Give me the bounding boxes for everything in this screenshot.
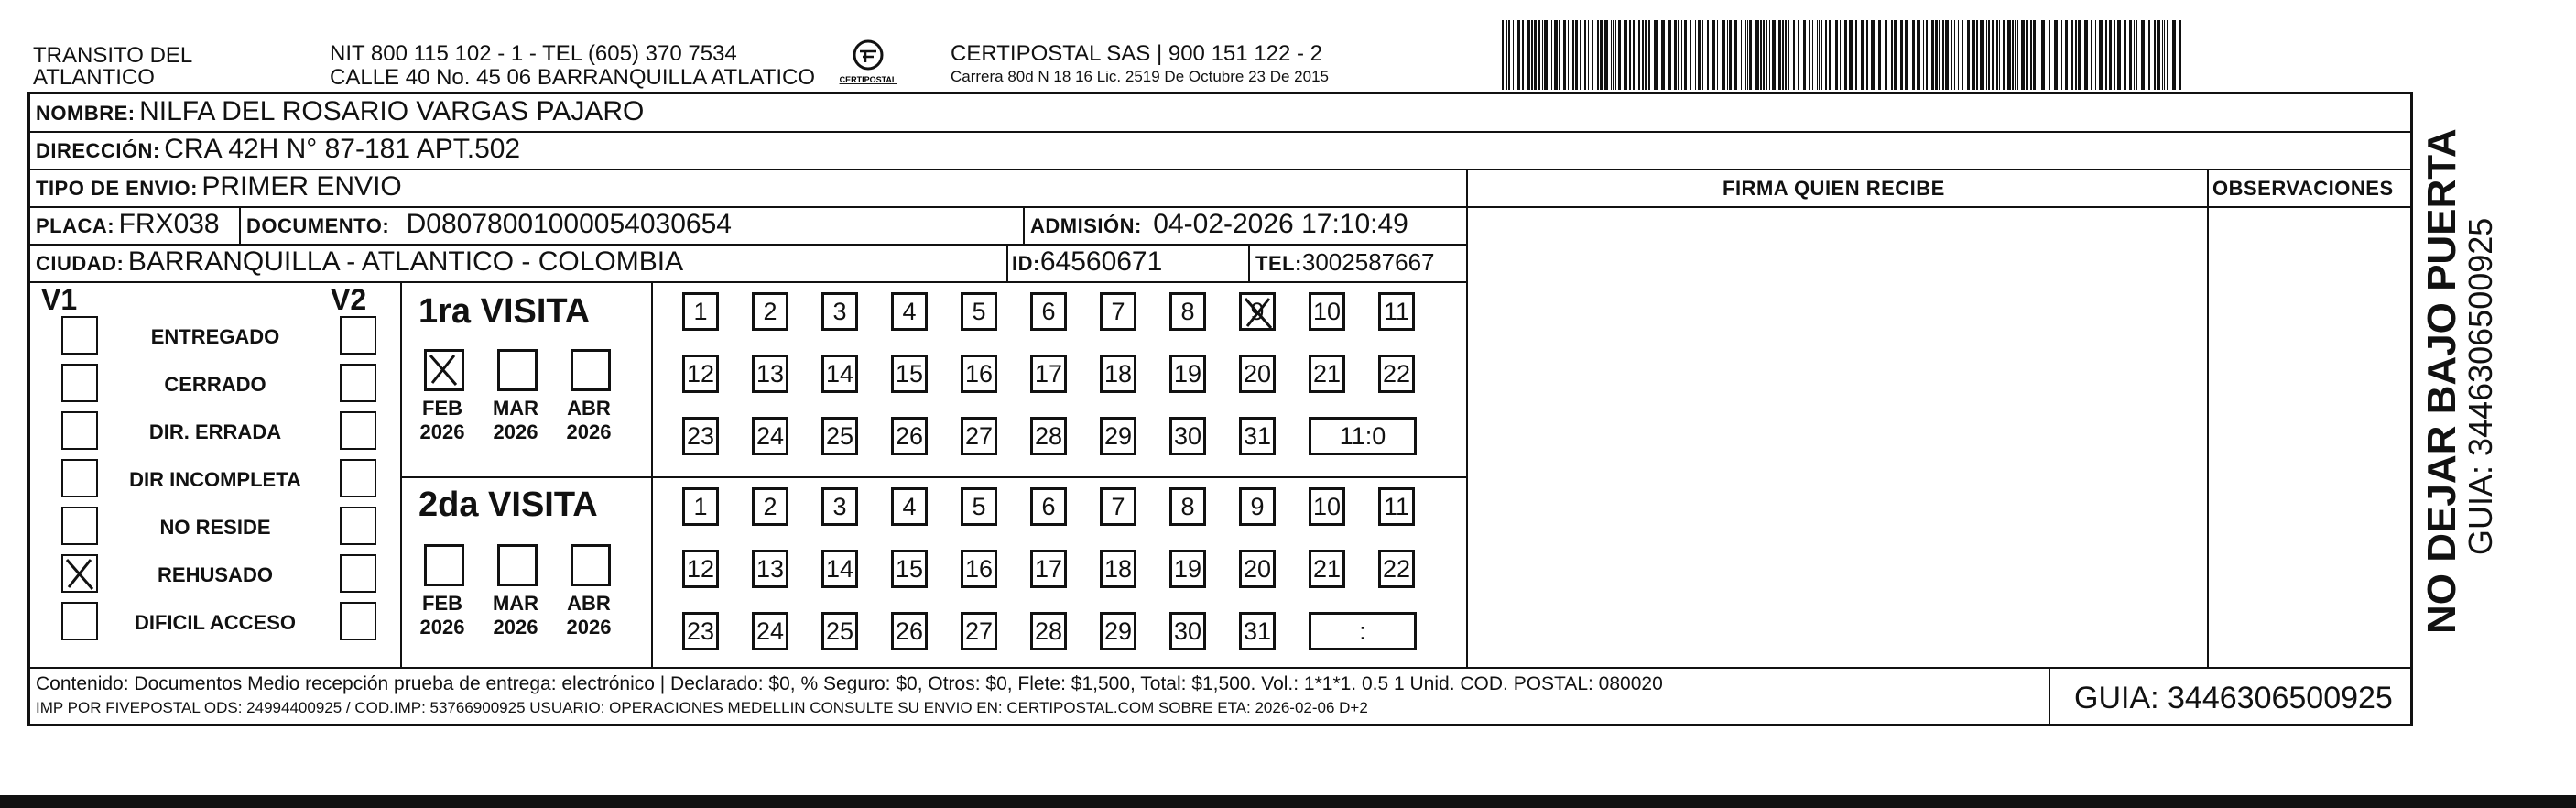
ciudad-label: CIUDAD: <box>36 252 125 275</box>
visit1-day-box[interactable]: 9 <box>1239 292 1276 331</box>
visit1-month-label <box>415 397 470 444</box>
side-guia: GUIA: 3446306500925 <box>2462 217 2499 555</box>
visit2-month-checkbox-abr[interactable] <box>571 544 611 586</box>
visit2-month-year: 2026 <box>419 616 465 639</box>
visit1-time-box[interactable]: 11:0 <box>1309 417 1417 455</box>
visit1-day-box[interactable]: 27 <box>961 417 997 455</box>
visit2-day-box[interactable]: 7 <box>1100 487 1136 526</box>
visit1-day-box[interactable]: 22 <box>1378 355 1415 393</box>
visit2-day-box[interactable]: 18 <box>1100 550 1136 588</box>
visit2-day-box[interactable]: 3 <box>821 487 858 526</box>
license-line: Carrera 80d N 18 16 Lic. 2519 De Octubre 23 De 2015 <box>951 68 1329 85</box>
certipostal-logo <box>835 37 901 92</box>
reason-label: NO RESIDE <box>159 516 271 539</box>
visit1-day-box[interactable]: 30 <box>1169 417 1206 455</box>
placa-value: FRX038 <box>118 209 220 239</box>
visit2-day-box[interactable]: 23 <box>682 612 719 650</box>
reason-label: ENTREGADO <box>150 325 280 348</box>
visit1-month-checkbox-abr[interactable] <box>571 349 611 391</box>
visit2-day-box[interactable]: 16 <box>961 550 997 588</box>
visit2-day-box[interactable]: 22 <box>1378 550 1415 588</box>
visit2-day-box[interactable]: 1 <box>682 487 719 526</box>
visit1-day-box[interactable]: 29 <box>1100 417 1136 455</box>
reason-label: REHUSADO <box>158 563 273 586</box>
visit2-day-box[interactable]: 11 <box>1378 487 1415 526</box>
id-value: 64560671 <box>1039 246 1163 277</box>
recipient-address: CRA 42H N° 87-181 APT.502 <box>164 134 521 164</box>
visit2-month-year: 2026 <box>493 616 538 639</box>
company-line: CERTIPOSTAL SAS | 900 151 122 - 2 <box>951 41 1322 66</box>
admision-value: 04-02-2026 17:10:49 <box>1153 209 1408 239</box>
documento-value: D08078001000054030654 <box>406 209 732 239</box>
footer-imp-line: IMP POR FIVEPOSTAL ODS: 24994400925 / COD.IMP: 53766900925 USUARIO: OPERACIONES MEDELLIN CONSULTE SU ENVIO EN: CERTIPOSTAL.COM SOBRE ETA: 2026-02-06 D+2 <box>36 699 1368 716</box>
visit2-month-name: FEB <box>422 592 462 615</box>
visit2-day-box[interactable]: 19 <box>1169 550 1206 588</box>
visit2-month-checkbox-mar[interactable] <box>497 544 538 586</box>
visit1-day-box[interactable]: 26 <box>891 417 928 455</box>
visit2-time-box[interactable]: : <box>1309 612 1417 650</box>
nombre-label: NOMBRE: <box>36 102 136 125</box>
visit1-day-box[interactable]: 13 <box>752 355 788 393</box>
visit2-day-box[interactable]: 21 <box>1309 550 1345 588</box>
recipient-name: NILFA DEL ROSARIO VARGAS PAJARO <box>139 96 645 126</box>
visit1-day-box[interactable]: 19 <box>1169 355 1206 393</box>
visit2-month-year: 2026 <box>566 616 612 639</box>
visit1-day-box[interactable]: 23 <box>682 417 719 455</box>
admision-label: ADMISIÓN: <box>1030 214 1142 237</box>
no-dejar-bajo-puerta: NO DEJAR BAJO PUERTA <box>2419 128 2464 634</box>
reasons-section <box>30 281 400 667</box>
visit2-day-box[interactable]: 28 <box>1030 612 1067 650</box>
v2-checkbox-1[interactable] <box>340 316 376 355</box>
visit2-day-box[interactable]: 9 <box>1239 487 1276 526</box>
v1-label: V1 <box>41 283 78 316</box>
visit1-day-box[interactable]: 5 <box>961 292 997 331</box>
visit2-day-box[interactable]: 25 <box>821 612 858 650</box>
tipo-envio-label: TIPO DE ENVIO: <box>36 177 198 200</box>
footer-guia: GUIA: 3446306500925 <box>2074 681 2393 715</box>
visit1-section <box>402 283 1466 476</box>
reason-label: DIR INCOMPLETA <box>129 468 301 491</box>
visit2-day-box[interactable]: 26 <box>891 612 928 650</box>
visit1-day-box[interactable]: 31 <box>1239 417 1276 455</box>
visit1-day-box[interactable]: 24 <box>752 417 788 455</box>
visit1-day-box[interactable]: 17 <box>1030 355 1067 393</box>
visit2-day-box[interactable]: 14 <box>821 550 858 588</box>
shipping-form <box>27 92 2413 726</box>
sender-name-line1: TRANSITO DEL <box>33 43 193 68</box>
visit2-day-box[interactable]: 27 <box>961 612 997 650</box>
visit2-day-box[interactable]: 4 <box>891 487 928 526</box>
visit1-month-name: MAR <box>492 397 539 420</box>
visit1-day-box[interactable]: 6 <box>1030 292 1067 331</box>
visit2-month-checkbox-feb[interactable] <box>424 544 464 586</box>
reason-label: DIR. ERRADA <box>148 420 282 443</box>
reason-label: DIFICIL ACCESO <box>134 611 296 634</box>
visit1-day-box[interactable]: 18 <box>1100 355 1136 393</box>
visit2-day-box[interactable]: 6 <box>1030 487 1067 526</box>
visit1-month-year: 2026 <box>566 420 612 443</box>
visit2-day-box[interactable]: 2 <box>752 487 788 526</box>
visit1-month-year: 2026 <box>419 420 465 443</box>
check-mark-icon <box>425 350 462 388</box>
reason-label: CERRADO <box>164 373 266 396</box>
visit2-section <box>402 478 1466 667</box>
visit2-day-box[interactable]: 10 <box>1309 487 1345 526</box>
visit1-day-box[interactable]: 2 <box>752 292 788 331</box>
visit2-month-name: ABR <box>567 592 611 615</box>
documento-label: DOCUMENTO: <box>246 214 390 237</box>
v2-checkbox-7[interactable] <box>340 602 376 640</box>
visit1-title: 1ra VISITA <box>418 292 591 331</box>
v2-checkbox-6[interactable] <box>340 554 376 593</box>
visit1-month-name: ABR <box>567 397 611 420</box>
visit1-month-name: FEB <box>422 397 462 420</box>
visit1-day-box[interactable]: 1 <box>682 292 719 331</box>
visit2-month-label <box>415 592 470 639</box>
visit1-day-box[interactable]: 10 <box>1309 292 1345 331</box>
visit1-day-box[interactable]: 8 <box>1169 292 1206 331</box>
id-label: ID: <box>1012 252 1040 275</box>
tel-label: TEL: <box>1255 252 1302 275</box>
v2-checkbox-3[interactable] <box>340 411 376 450</box>
visit2-day-box[interactable]: 31 <box>1239 612 1276 650</box>
footer-content-line: Contenido: Documentos Medio recepción prueba de entrega: electrónico | Declarado: $0, % Seguro: $0, Otros: $0, Flete: $1,500, Total: $1,500. Vol.: 1*1*1. 0.5 1 Unid. COD. POSTAL: 080020 <box>36 673 1663 694</box>
v2-checkbox-5[interactable] <box>340 507 376 545</box>
sender-address: CALLE 40 No. 45 06 BARRANQUILLA ATLATICO <box>330 65 816 90</box>
visit1-day-box[interactable]: 11 <box>1378 292 1415 331</box>
ciudad-value: BARRANQUILLA - ATLANTICO - COLOMBIA <box>127 246 684 277</box>
visit1-day-box[interactable]: 7 <box>1100 292 1136 331</box>
visit1-day-box[interactable]: 16 <box>961 355 997 393</box>
visit2-day-box[interactable]: 12 <box>682 550 719 588</box>
logo-text: CERTIPOSTAL <box>839 75 897 84</box>
visit1-month-checkbox-mar[interactable] <box>497 349 538 391</box>
visit1-day-box[interactable]: 21 <box>1309 355 1345 393</box>
direccion-label: DIRECCIÓN: <box>36 139 160 162</box>
visit1-day-box[interactable]: 15 <box>891 355 928 393</box>
visit1-day-box[interactable]: 3 <box>821 292 858 331</box>
visit2-day-box[interactable]: 29 <box>1100 612 1136 650</box>
v2-checkbox-4[interactable] <box>340 459 376 497</box>
visit2-month-label <box>488 592 543 639</box>
sender-name-line2: ATLANTICO <box>33 65 155 90</box>
visit2-month-label <box>561 592 616 639</box>
visit2-day-box[interactable]: 24 <box>752 612 788 650</box>
visit2-day-box[interactable]: 30 <box>1169 612 1206 650</box>
visit1-day-box[interactable]: 4 <box>891 292 928 331</box>
visit1-day-box[interactable]: 25 <box>821 417 858 455</box>
placa-label: PLACA: <box>36 214 115 237</box>
visit1-day-box[interactable]: 28 <box>1030 417 1067 455</box>
v2-label: V2 <box>331 283 367 316</box>
visit1-month-year: 2026 <box>493 420 538 443</box>
tipo-envio: PRIMER ENVIO <box>201 171 402 202</box>
visit2-day-box[interactable]: 5 <box>961 487 997 526</box>
visit1-month-label <box>488 397 543 444</box>
v2-checkbox-2[interactable] <box>340 364 376 402</box>
bottom-edge-bar <box>0 795 2576 808</box>
visit2-day-box[interactable]: 15 <box>891 550 928 588</box>
visit2-month-name: MAR <box>492 592 539 615</box>
visit2-title: 2da VISITA <box>418 486 598 524</box>
firma-header: FIRMA QUIEN RECIBE <box>1723 177 1945 200</box>
visit2-day-box[interactable]: 17 <box>1030 550 1067 588</box>
sender-nit-phone: NIT 800 115 102 - 1 - TEL (605) 370 7534 <box>330 41 737 66</box>
check-mark-icon <box>1240 293 1277 332</box>
visit1-month-checkbox-feb[interactable] <box>424 349 464 391</box>
visit2-day-box[interactable]: 20 <box>1239 550 1276 588</box>
visit2-day-box[interactable]: 13 <box>752 550 788 588</box>
observaciones-header: OBSERVACIONES <box>2212 177 2394 200</box>
visit1-month-label <box>561 397 616 444</box>
barcode <box>1502 20 2184 90</box>
tel-value: 3002587667 <box>1301 248 1435 276</box>
visit2-day-box[interactable]: 8 <box>1169 487 1206 526</box>
visit1-day-box[interactable]: 12 <box>682 355 719 393</box>
visit1-day-box[interactable]: 20 <box>1239 355 1276 393</box>
visit1-day-box[interactable]: 14 <box>821 355 858 393</box>
